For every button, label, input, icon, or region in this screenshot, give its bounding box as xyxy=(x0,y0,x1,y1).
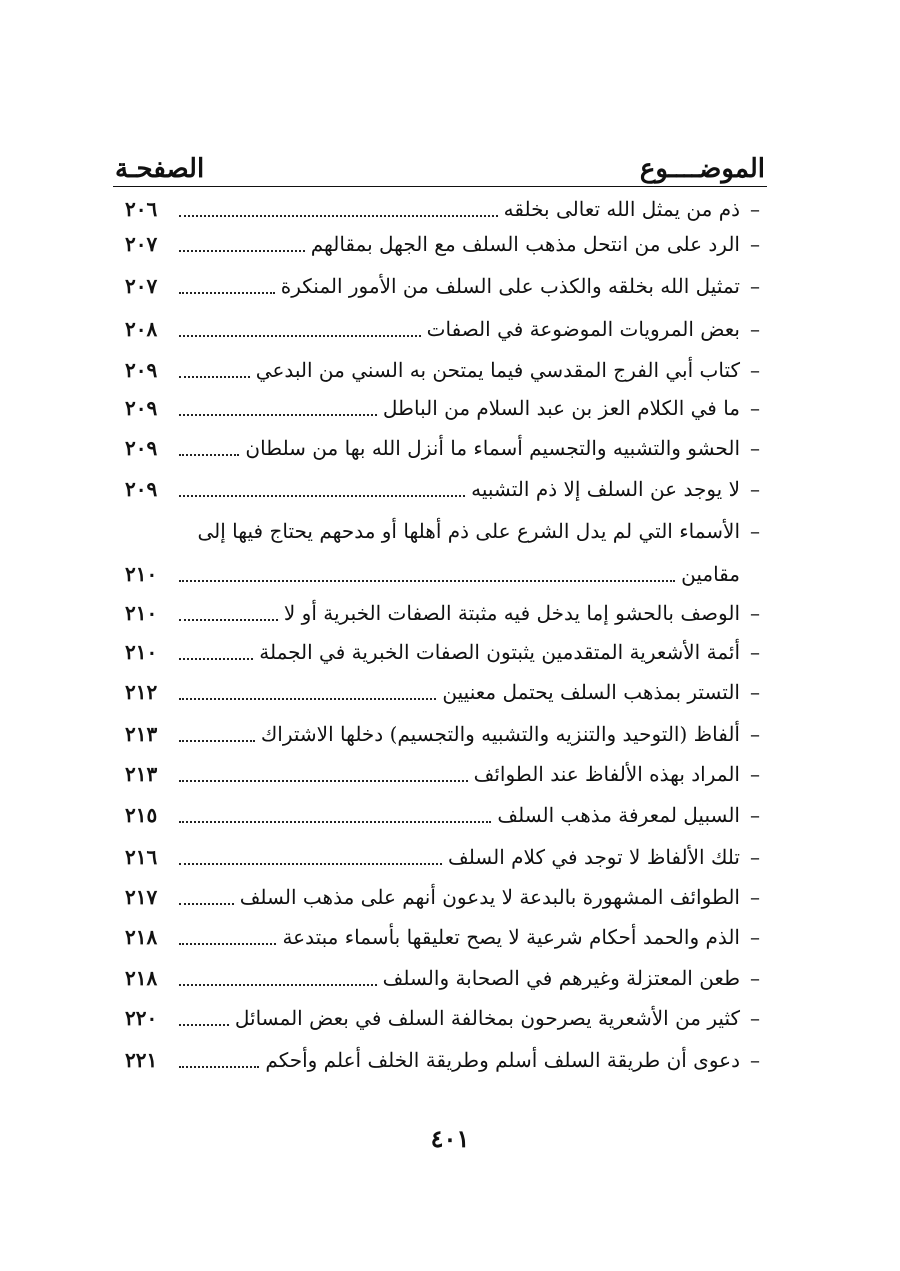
entry-title: كثير من الأشعرية يصرحون بمخالفة السلف في بعض المسائل xyxy=(234,1006,740,1030)
entry-dash: – xyxy=(750,274,760,298)
toc-entry xyxy=(125,227,770,261)
entry-title: بعض المرويات الموضوعة في الصفات xyxy=(426,317,740,341)
entry-page: ٢٢٠ xyxy=(125,1006,158,1030)
entry-page: ٢١٣ xyxy=(125,762,158,786)
leader-dots xyxy=(179,495,465,497)
entry-title: ما في الكلام العز بن عبد السلام من الباطل xyxy=(382,396,740,420)
entry-dash: – xyxy=(750,197,760,221)
toc-entry xyxy=(125,920,770,954)
toc-header xyxy=(115,142,765,184)
toc-entry xyxy=(125,798,770,832)
entry-dash: – xyxy=(750,762,760,786)
entry-page: ٢١٣ xyxy=(125,722,158,746)
entry-page: ٢٠٩ xyxy=(125,358,158,382)
entry-title: الأسماء التي لم يدل الشرع على ذم أهلها أو مدحهم يحتاج فيها إلى xyxy=(197,519,740,543)
toc-entry xyxy=(125,635,770,669)
toc-entry xyxy=(125,391,770,425)
header-rule xyxy=(113,186,767,187)
entry-title: أئمة الأشعرية المتقدمين يثبتون الصفات الخبرية في الجملة xyxy=(259,640,740,664)
entry-dash: – xyxy=(750,845,760,869)
leader-dots xyxy=(179,1066,259,1068)
toc-entry xyxy=(125,514,770,548)
entry-title: تلك الألفاظ لا توجد في كلام السلف xyxy=(447,845,740,869)
leader-dots xyxy=(179,250,305,252)
entry-dash: – xyxy=(750,680,760,704)
entry-dash: – xyxy=(750,232,760,256)
toc-entry xyxy=(125,431,770,465)
leader-dots xyxy=(179,903,234,905)
leader-dots xyxy=(179,658,253,660)
leader-dots xyxy=(179,943,276,945)
entry-title: دعوى أن طريقة السلف أسلم وطريقة الخلف أعلم وأحكم xyxy=(265,1048,740,1072)
toc-entry xyxy=(125,1043,770,1077)
entry-page: ٢٠٩ xyxy=(125,436,158,460)
entry-dash: – xyxy=(750,1048,760,1072)
leader-dots xyxy=(179,414,377,416)
toc-entry xyxy=(125,717,770,751)
toc-entry xyxy=(125,353,770,387)
entry-title: السبيل لمعرفة مذهب السلف xyxy=(497,803,740,827)
toc-entry xyxy=(125,880,770,914)
leader-dots xyxy=(179,821,491,823)
leader-dots xyxy=(179,619,278,621)
entry-dash: – xyxy=(750,966,760,990)
entry-title: الذم والحمد أحكام شرعية لا يصح تعليقها بأسماء مبتدعة xyxy=(282,925,740,949)
leader-dots xyxy=(179,863,442,865)
entry-title: كتاب أبي الفرج المقدسي فيما يمتحن به السني من البدعي xyxy=(255,358,740,382)
entry-title: ذم من يمثل الله تعالى بخلقه xyxy=(503,197,740,221)
toc-entry xyxy=(125,675,770,709)
entry-page: ٢١٦ xyxy=(125,845,158,869)
entry-page: ٢٠٧ xyxy=(125,274,158,298)
leader-dots xyxy=(179,335,421,337)
entry-title: الوصف بالحشو إما يدخل فيه مثبتة الصفات الخبرية أو لا xyxy=(283,601,740,625)
toc-entry xyxy=(125,757,770,791)
entry-page: ٢٠٦ xyxy=(125,197,158,221)
entry-dash: – xyxy=(750,519,760,543)
entry-page: ٢١٠ xyxy=(125,562,158,586)
leader-dots xyxy=(179,376,250,378)
entry-title: الحشو والتشبيه والتجسيم أسماء ما أنزل الله بها من سلطان xyxy=(245,436,740,460)
toc-entry xyxy=(125,472,770,506)
topic-column-label: الموضــــوع xyxy=(639,154,765,184)
toc-entry xyxy=(125,961,770,995)
page-column-label: الصفحـة xyxy=(115,154,205,184)
toc-entry xyxy=(125,312,770,346)
entry-page: ٢٠٨ xyxy=(125,317,158,341)
toc-entry xyxy=(125,1001,770,1035)
entry-title-continuation: مقامين xyxy=(681,562,740,586)
entry-dash: – xyxy=(750,317,760,341)
leader-dots xyxy=(179,1024,229,1026)
page-number: ٤٠١ xyxy=(430,1124,470,1153)
entry-dash: – xyxy=(750,640,760,664)
entry-page: ٢١٢ xyxy=(125,680,158,704)
entry-title: لا يوجد عن السلف إلا ذم التشبيه xyxy=(471,477,740,501)
entry-dash: – xyxy=(750,885,760,909)
entry-page: ٢٠٩ xyxy=(125,477,158,501)
toc-entry xyxy=(125,596,770,630)
entry-dash: – xyxy=(750,925,760,949)
toc-entry xyxy=(125,840,770,874)
entry-page: ٢١٥ xyxy=(125,803,158,827)
leader-dots xyxy=(179,215,498,217)
entry-page: ٢١٨ xyxy=(125,925,158,949)
leader-dots xyxy=(179,580,675,582)
entry-title: المراد بهذه الألفاظ عند الطوائف xyxy=(473,762,740,786)
entry-title: تمثيل الله بخلقه والكذب على السلف من الأمور المنكرة xyxy=(280,274,740,298)
leader-dots xyxy=(179,984,377,986)
entry-dash: – xyxy=(750,803,760,827)
leader-dots xyxy=(179,780,468,782)
entry-dash: – xyxy=(750,396,760,420)
entry-page: ٢٠٧ xyxy=(125,232,158,256)
entry-dash: – xyxy=(750,1006,760,1030)
entry-dash: – xyxy=(750,722,760,746)
entry-page: ٢١٠ xyxy=(125,601,158,625)
entry-page: ٢١٨ xyxy=(125,966,158,990)
entry-dash: – xyxy=(750,436,760,460)
toc-entry-continuation xyxy=(125,557,770,591)
entry-title: الطوائف المشهورة بالبدعة لا يدعون أنهم على مذهب السلف xyxy=(239,885,740,909)
entry-page: ٢١٠ xyxy=(125,640,158,664)
entry-dash: – xyxy=(750,358,760,382)
entry-page: ٢١٧ xyxy=(125,885,158,909)
entry-dash: – xyxy=(750,477,760,501)
toc-entry xyxy=(125,269,770,303)
entry-page: ٢٠٩ xyxy=(125,396,158,420)
entry-title: ألفاظ (التوحيد والتنزيه والتشبيه والتجسيم) دخلها الاشتراك xyxy=(260,722,740,746)
entry-page: ٢٢١ xyxy=(125,1048,158,1072)
entry-title: الرد على من انتحل مذهب السلف مع الجهل بمقالهم xyxy=(310,232,740,256)
entry-dash: – xyxy=(750,601,760,625)
entry-title: طعن المعتزلة وغيرهم في الصحابة والسلف xyxy=(382,966,740,990)
leader-dots xyxy=(179,740,255,742)
leader-dots xyxy=(179,698,436,700)
leader-dots xyxy=(179,292,275,294)
entry-title: التستر بمذهب السلف يحتمل معنيين xyxy=(442,680,740,704)
toc-entry xyxy=(125,192,770,226)
leader-dots xyxy=(179,454,239,456)
